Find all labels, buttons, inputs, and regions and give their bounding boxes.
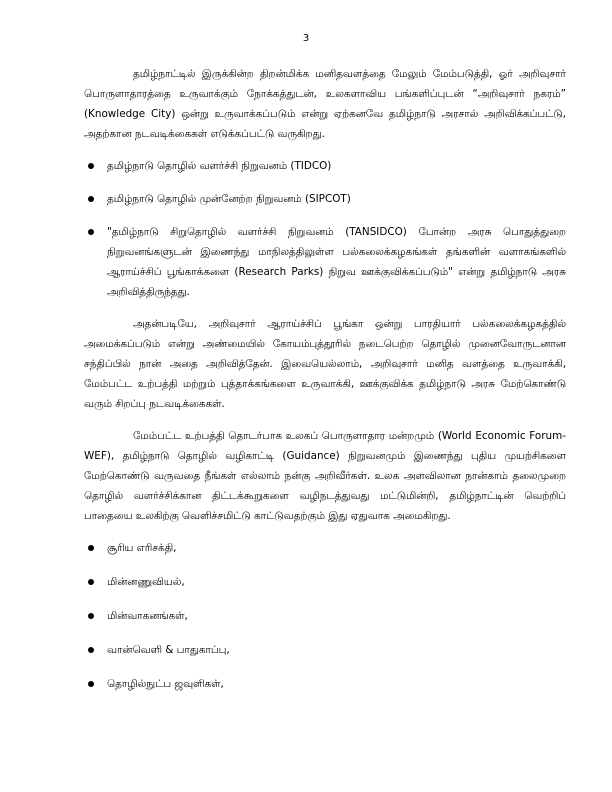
list-item-text: "தமிழ்நாடு சிறுதொழில் வளர்ச்சி நிறுவனம் (TANSIDCO) போன்ற அரசு பொதுத்துறை நிறுவனங்களுடன் இணைந்து மாநிலத்திலுள்ள பல்கலைக்கழகங்கள் தங்களின் வளாகங்களில் ஆராய்ச்சிப் பூங்காக்களை (Research Parks) நிறுவ ஊக்குவிக்கப்படும்" என்று தமிழ்நாடு அரசு அறிவித்திருந்தது.: [107, 226, 566, 298]
bullet-icon: [88, 229, 94, 235]
list-item: [84, 538, 566, 558]
list-item: [84, 156, 566, 176]
list-item-text: தமிழ்நாடு தொழில் வளர்ச்சி நிறுவனம் (TIDCO): [107, 160, 332, 172]
paragraph-research-park: அதன்படியே, அறிவுசார் ஆராய்ச்சிப் பூங்கா ஒன்று பாரதியார் பல்கலைக்கழகத்தில் அமைக்கப்படும் என்று அண்மையில் கோயம்புத்தூரில் நடைபெற்ற தொழில் முனைவோருடனான சந்திப்பில் நான் அதை அறிவித்தேன். இவையெல்லாம், அறிவுசார் மனித வளத்தை உருவாக்கி, மேம்பட்ட உற்பத்தி மற்றும் புத்தாக்கங்களை உருவாக்கி, ஊக்குவிக்க தமிழ்நாடு அரசு மேற்கொண்டு வரும் சிறப்பு நடவடிக்கைகள்.: [84, 318, 566, 410]
list-item-text: தொழில்நுட்ப ஜவுளிகள்,: [107, 678, 224, 690]
list-item: [84, 189, 566, 209]
list-item-text: மின்னணுவியல்,: [107, 576, 185, 588]
bullet-icon: [88, 545, 94, 551]
bullet-list-sectors: [84, 538, 566, 694]
paragraph-knowledge-city: தமிழ்நாட்டில் இருக்கின்ற திறன்மிக்க மனிதவளத்தை மேலும் மேம்படுத்தி, ஓர் அறிவுசார் பொருளாதாரத்தை உருவாக்கும் நோக்கத்துடன், உலகளாவிய பங்களிப்புடன் “அறிவுசார் நகரம்” (Knowledge City) ஒன்று உருவாக்கப்படும் என்று ஏற்கனவே தமிழ்நாடு அரசால் அறிவிக்கப்பட்டு, அதற்கான நடவடிக்கைகள் எடுக்கப்பட்டு வருகிறது.: [84, 68, 566, 140]
list-item-text: மின்வாகனங்கள்,: [107, 610, 188, 622]
bullet-icon: [88, 681, 94, 687]
bullet-icon: [88, 613, 94, 619]
list-item: [84, 640, 566, 660]
bullet-icon: [88, 647, 94, 653]
document-body: [84, 64, 566, 694]
bullet-icon: [88, 579, 94, 585]
list-item-text: தமிழ்நாடு தொழில் முன்னேற்ற நிறுவனம் (SIPCOT): [107, 193, 351, 205]
bullet-list-institutions: [84, 156, 566, 302]
bullet-icon: [88, 196, 94, 202]
list-item: [84, 572, 566, 592]
list-item: [84, 674, 566, 694]
list-item: [84, 606, 566, 626]
bullet-icon: [88, 163, 94, 169]
list-item: [84, 222, 566, 302]
page-number: 3: [302, 33, 310, 44]
list-item-text: சூரிய எரிசக்தி,: [107, 542, 177, 554]
list-item-text: வான்வெளி & பாதுகாப்பு,: [107, 644, 230, 656]
paragraph-wef: மேம்பட்ட உற்பத்தி தொடர்பாக உலகப் பொருளாதார மன்றமும் (World Economic Forum- WEF), தமிழ்நாடு தொழில் வழிகாட்டி (Guidance) நிறுவனமும் இணைந்து புதிய முயற்சிகளை மேற்கொண்டு வருவதை நீங்கள் எல்லாம் நன்கு அறிவீர்கள். உலக அளவிலான நான்காம் தலைமுறை தொழில் வளர்ச்சிக்கான திட்டக்கூறுகளை வழிநடத்துவது மட்டுமின்றி, தமிழ்நாட்டின் வெற்றிப் பாதையை உலகிற்கு வெளிச்சமிட்டு காட்டுவதற்கும் இது ஏதுவாக அமைகிறது.: [84, 430, 566, 522]
